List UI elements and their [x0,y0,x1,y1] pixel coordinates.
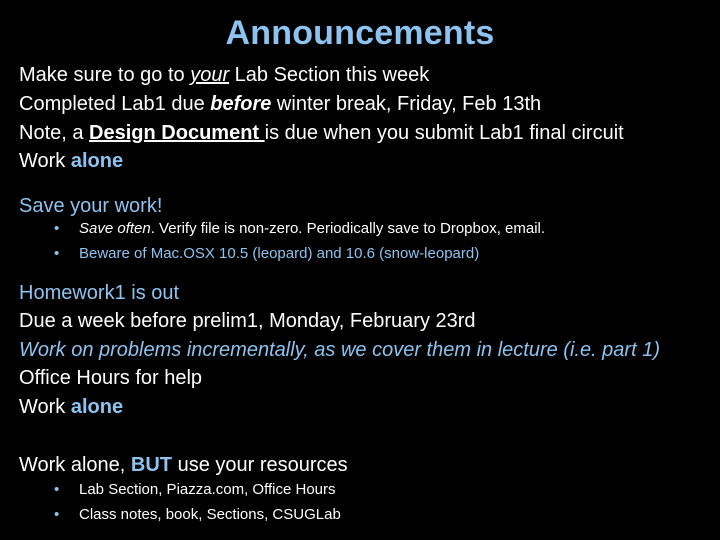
intro-line-2 [19,91,541,117]
homework-line-3: Office Hours for help [19,367,203,389]
intro-line-1-emphasis: your [190,64,230,86]
homework-line-2: Work on problems incrementally, as we cover them in lecture (i.e. part 1) [19,339,660,361]
resources-line [19,452,348,478]
resources-bullet-2 [54,505,341,525]
intro-line-3-emphasis: Design Document [89,122,265,144]
slide-title: Announcements [225,14,495,52]
intro-line-3-text-c: is due when you submit Lab1 final circuit [264,122,624,144]
resources-bullet-1-text: Lab Section, Piazza.com, Office Hours [79,481,336,498]
bullet-icon: • [54,481,60,498]
save-bullet-2-text: Beware of Mac.OSX 10.5 (leopard) and 10.6 (snow-leopard) [79,245,480,262]
intro-line-3-text-a: Note, a [19,122,90,144]
bullet-icon: • [54,245,60,262]
resources-line-text-c: use your resources [172,454,348,476]
intro-line-2-text-c: winter break, Friday, Feb 13th [271,93,542,115]
resources-line-emphasis: BUT [130,454,173,476]
resources-bullet-2-text: Class notes, book, Sections, CSUGLab [79,506,341,523]
intro-line-4-text-a: Work [19,150,71,172]
save-bullet-1-text: . Verify file is non-zero. Periodically save to Dropbox, email. [150,220,546,237]
homework-line-1: Due a week before prelim1, Monday, February 23rd [19,310,476,332]
save-heading: Save your work! [19,195,163,217]
resources-line-text-a: Work alone, [19,454,131,476]
bullet-icon: • [54,220,60,237]
intro-line-4 [19,148,123,174]
intro-line-1-text-a: Make sure to go to [19,64,191,86]
intro-line-1-text-c: Lab Section this week [229,64,430,86]
intro-line-1 [19,62,429,88]
resources-bullet-1 [54,480,336,500]
homework-line-4 [19,394,123,420]
homework-line-4-text-a: Work [19,396,71,418]
save-bullet-1 [54,219,545,239]
intro-line-4-emphasis: alone [70,150,124,172]
bullet-icon: • [54,506,60,523]
intro-line-2-emphasis: before [210,93,272,115]
intro-line-2-text-a: Completed Lab1 due [19,93,211,115]
homework-heading: Homework1 is out [19,282,180,304]
intro-line-3 [19,120,624,146]
save-bullet-2 [54,244,479,264]
save-bullet-1-emphasis: Save often [79,220,151,237]
homework-line-4-emphasis: alone [70,396,124,418]
